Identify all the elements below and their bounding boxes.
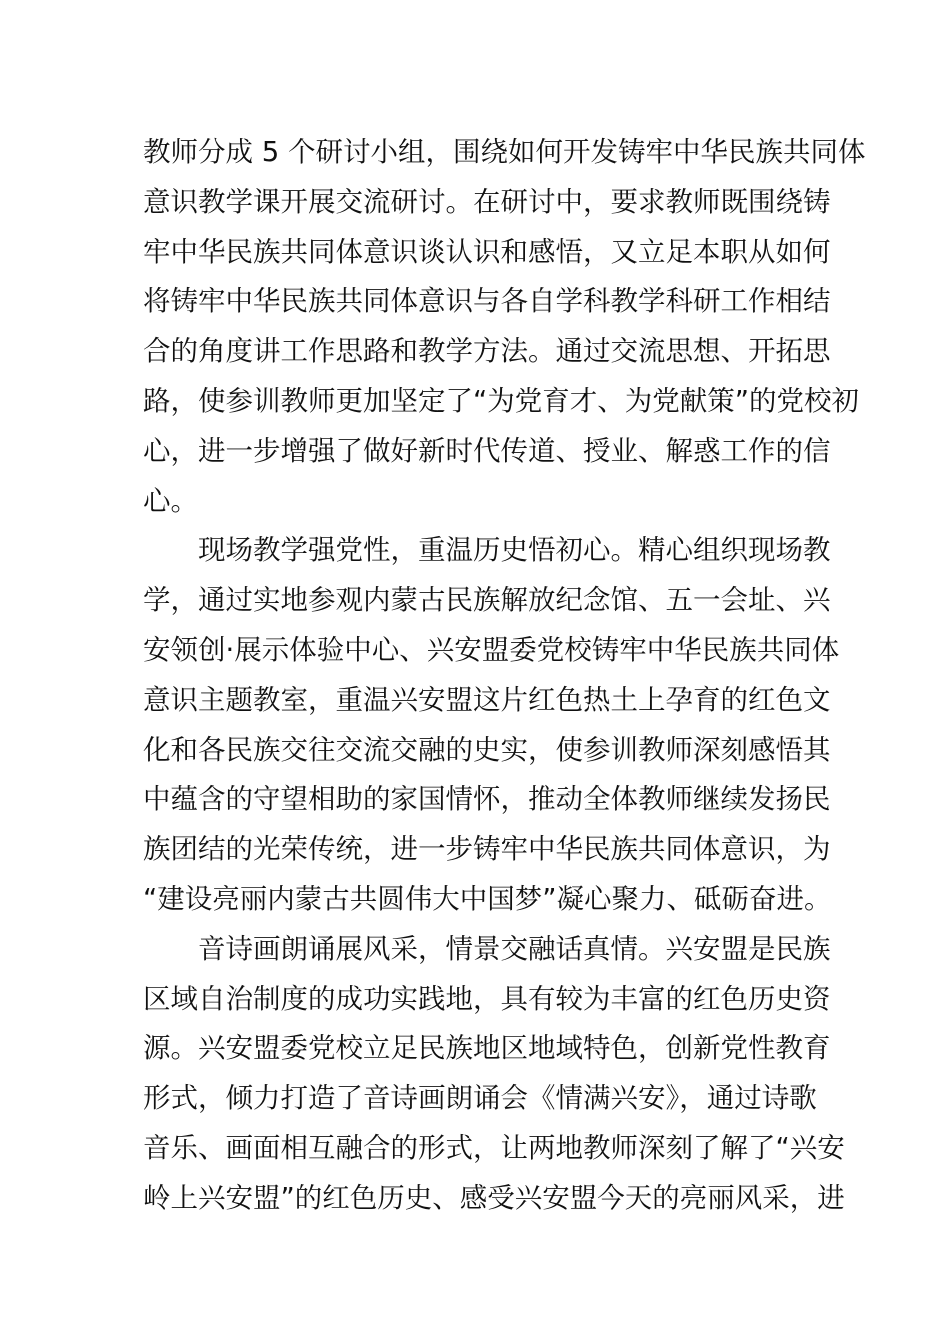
paragraph-3: [143, 925, 845, 1224]
text-line-first: 现场教学强党性，重温历史悟初心。精心组织现场教: [198, 534, 831, 567]
body-text: [143, 128, 866, 1224]
text-line: 意识教学课开展交流研讨。在研讨中，要求教师既围绕铸: [143, 185, 831, 218]
text-line: 牢中华民族共同体意识谈认识和感悟，又立足本职从如何: [143, 235, 831, 268]
text-line: 区域自治制度的成功实践地，具有较为丰富的红色历史资: [143, 982, 831, 1015]
text-line: 形式，倾力打造了音诗画朗诵会《情满兴安》，通过诗歌: [143, 1082, 817, 1115]
text-line: “建设亮丽内蒙古共圆伟大中国梦”凝心聚力、砥砺奋进。: [143, 882, 832, 915]
text-line: 路，使参训教师更加坚定了“为党育才、为党献策”的党校初: [143, 384, 859, 417]
text-line-first: 音诗画朗诵展风采，情景交融话真情。兴安盟是民族: [198, 932, 831, 965]
text-line: 音乐、画面相互融合的形式，让两地教师深刻了解了“兴安: [143, 1131, 845, 1164]
text-line: 化和各民族交往交流交融的史实，使参训教师深刻感悟其: [143, 733, 831, 766]
text-line: 安领创·展示体验中心、兴安盟委党校铸牢中华民族共同体: [143, 633, 840, 666]
text-line: 意识主题教室，重温兴安盟这片红色热土上孕育的红色文: [143, 683, 831, 716]
text-line: 岭上兴安盟”的红色历史、感受兴安盟今天的亮丽风采，进: [143, 1181, 845, 1214]
paragraph-2: [143, 526, 840, 924]
text-line: 学，通过实地参观内蒙古民族解放纪念馆、五一会址、兴: [143, 584, 831, 617]
text-line: 族团结的光荣传统，进一步铸牢中华民族共同体意识，为: [143, 833, 831, 866]
text-line: 源。兴安盟委党校立足民族地区地域特色，创新党性教育: [143, 1032, 831, 1065]
text-line: 将铸牢中华民族共同体意识与各自学科教学科研工作相结: [143, 285, 831, 318]
paragraph-1: [143, 128, 866, 526]
text-line: 合的角度讲工作思路和教学方法。通过交流思想、开拓思: [143, 335, 831, 368]
text-line: 教师分成 5 个研讨小组，围绕如何开发铸牢中华民族共同体: [143, 136, 866, 168]
text-line: 心，进一步增强了做好新时代传道、授业、解惑工作的信: [143, 434, 831, 467]
text-line: 心。: [143, 484, 198, 517]
text-line: 中蕴含的守望相助的家国情怀，推动全体教师继续发扬民: [143, 783, 831, 816]
